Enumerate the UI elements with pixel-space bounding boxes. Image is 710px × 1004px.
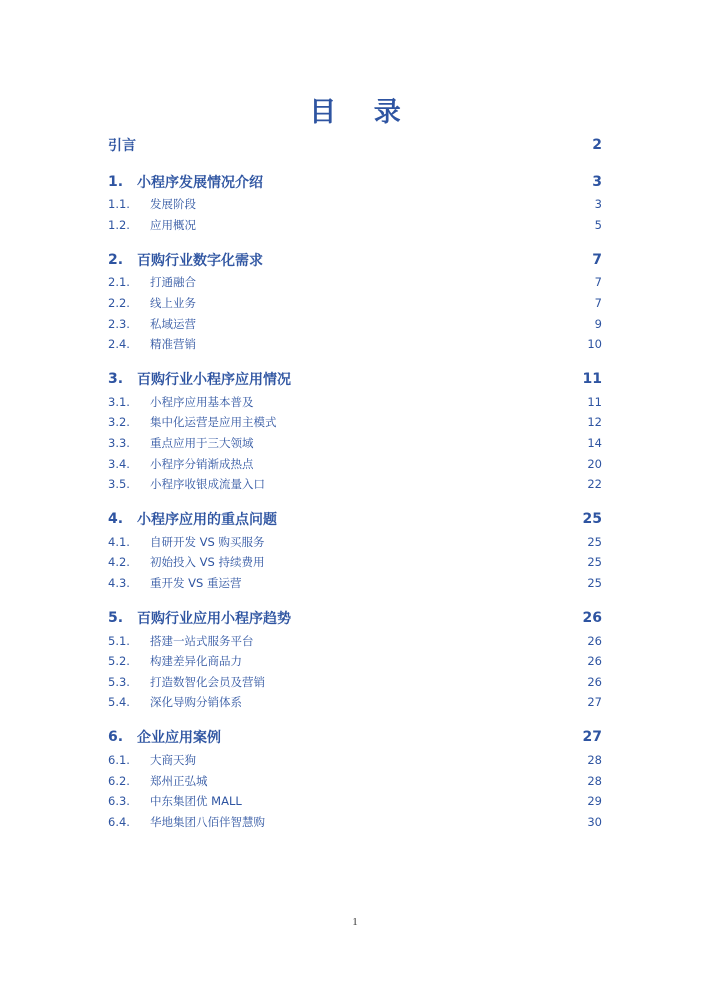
- toc-subsection-label: 发展阶段: [150, 197, 196, 212]
- toc-chapter-number: 3.: [108, 371, 124, 388]
- toc-subsection-entry[interactable]: [108, 474, 602, 495]
- toc-subsection-label: 搭建一站式服务平台: [150, 633, 254, 648]
- toc-subsection-page: 7: [594, 275, 602, 290]
- toc-subsection-entry[interactable]: [108, 573, 602, 594]
- toc-subsection-label: 精准营销: [150, 337, 196, 352]
- toc-entry-text: [108, 394, 254, 410]
- table-of-contents: [108, 132, 602, 844]
- toc-subsection-page: 26: [587, 654, 602, 669]
- toc-chapter-entry[interactable]: [108, 605, 602, 630]
- toc-entry-text: [108, 316, 196, 332]
- toc-subsection-page: 3: [594, 197, 602, 212]
- toc-subsection-number: 3.2.: [108, 415, 130, 430]
- toc-subsection-number: 3.5.: [108, 477, 130, 492]
- toc-entry-text: [108, 250, 263, 270]
- toc-subsection-page: 7: [594, 296, 602, 311]
- toc-subsection-entry[interactable]: [108, 392, 602, 413]
- toc-section: [108, 507, 602, 594]
- toc-subsection-page: 11: [587, 394, 602, 409]
- toc-subsection-entry[interactable]: [108, 433, 602, 454]
- toc-entry-text: [108, 534, 264, 550]
- toc-subsection-entry[interactable]: [108, 334, 602, 355]
- toc-subsection-number: 2.4.: [108, 337, 130, 352]
- toc-subsection-number: 1.1.: [108, 197, 130, 212]
- toc-subsection-page: 25: [587, 555, 602, 570]
- toc-chapter-number: 4.: [108, 511, 124, 528]
- toc-chapter-number: 5.: [108, 609, 124, 626]
- toc-subsection-label: 郑州正弘城: [150, 773, 208, 788]
- toc-chapter-label: 百购行业数字化需求: [137, 252, 263, 269]
- toc-subsection-number: 5.2.: [108, 654, 130, 669]
- toc-entry-text: [108, 793, 242, 809]
- toc-chapter-page: 11: [582, 371, 602, 388]
- toc-subsection-entry[interactable]: [108, 770, 602, 791]
- toc-entry-text: [108, 727, 221, 747]
- toc-chapter-page: 26: [582, 609, 602, 626]
- toc-entry-text: [108, 135, 136, 155]
- toc-chapter-label: 小程序应用的重点问题: [137, 512, 277, 529]
- toc-chapter-page: 2: [592, 136, 602, 153]
- toc-entry-text: [108, 575, 241, 591]
- toc-subsection-number: 4.2.: [108, 555, 130, 570]
- toc-subsection-number: 2.1.: [108, 275, 130, 290]
- toc-entry-text: [108, 217, 196, 233]
- toc-chapter-entry[interactable]: [108, 725, 602, 750]
- toc-subsection-label: 深化导购分销体系: [150, 695, 242, 710]
- toc-chapter-number: 2.: [108, 251, 124, 268]
- toc-entry-text: [108, 554, 264, 570]
- toc-chapter-label: 小程序发展情况介绍: [137, 174, 263, 191]
- toc-subsection-entry[interactable]: [108, 293, 602, 314]
- toc-subsection-label: 私域运营: [150, 316, 196, 331]
- toc-subsection-number: 1.2.: [108, 217, 130, 232]
- toc-chapter-number: 6.: [108, 729, 124, 746]
- toc-section: [108, 247, 602, 354]
- toc-section: [108, 367, 602, 495]
- toc-subsection-number: 3.1.: [108, 394, 130, 409]
- toc-entry-text: [108, 674, 265, 690]
- toc-subsection-page: 25: [587, 576, 602, 591]
- toc-subsection-entry[interactable]: [108, 215, 602, 236]
- toc-subsection-page: 10: [587, 337, 602, 352]
- toc-entry-text: [108, 633, 254, 649]
- toc-subsection-entry[interactable]: [108, 630, 602, 651]
- toc-entry-text: [108, 336, 196, 352]
- toc-chapter-entry[interactable]: [108, 367, 602, 392]
- toc-subsection-number: 2.3.: [108, 316, 130, 331]
- toc-subsection-entry[interactable]: [108, 672, 602, 693]
- toc-subsection-label: 华地集团八佰伴智慧购: [150, 814, 265, 829]
- toc-chapter-entry[interactable]: [108, 169, 602, 194]
- toc-subsection-page: 20: [587, 456, 602, 471]
- toc-chapter-page: 7: [592, 251, 602, 268]
- toc-subsection-label: 初始投入 VS 持续费用: [150, 555, 265, 570]
- toc-subsection-number: 5.1.: [108, 633, 130, 648]
- toc-entry-text: [108, 608, 291, 628]
- toc-subsection-entry[interactable]: [108, 272, 602, 293]
- toc-subsection-number: 6.2.: [108, 773, 130, 788]
- toc-subsection-page: 14: [587, 436, 602, 451]
- toc-subsection-entry[interactable]: [108, 791, 602, 812]
- toc-subsection-number: 3.4.: [108, 456, 130, 471]
- toc-subsection-number: 2.2.: [108, 296, 130, 311]
- toc-entry-text: [108, 476, 265, 492]
- toc-subsection-entry[interactable]: [108, 811, 602, 832]
- toc-section: [108, 725, 602, 832]
- toc-subsection-entry[interactable]: [108, 412, 602, 433]
- toc-subsection-number: 6.3.: [108, 794, 130, 809]
- toc-entry-text: [108, 653, 242, 669]
- page-number: 1: [352, 916, 358, 928]
- toc-subsection-number: 4.1.: [108, 534, 130, 549]
- toc-subsection-page: 9: [594, 316, 602, 331]
- toc-subsection-number: 4.3.: [108, 576, 130, 591]
- toc-subsection-page: 5: [594, 217, 602, 232]
- toc-subsection-number: 6.1.: [108, 752, 130, 767]
- toc-entry-text: [108, 369, 291, 389]
- toc-chapter-label: 引言: [108, 137, 136, 154]
- toc-subsection-label: 重点应用于三大领域: [150, 436, 254, 451]
- toc-subsection-page: 26: [587, 674, 602, 689]
- toc-entry-text: [108, 773, 208, 789]
- toc-subsection-page: 27: [587, 695, 602, 710]
- toc-subsection-page: 28: [587, 773, 602, 788]
- toc-entry-text: [108, 456, 254, 472]
- toc-subsection-number: 5.3.: [108, 674, 130, 689]
- toc-subsection-page: 30: [587, 814, 602, 829]
- toc-entry-text: [108, 274, 196, 290]
- toc-subsection-page: 12: [587, 415, 602, 430]
- toc-chapter-entry[interactable]: [108, 132, 602, 157]
- toc-entry-text: [108, 752, 196, 768]
- toc-title: 目 录: [309, 97, 415, 128]
- toc-subsection-label: 小程序应用基本普及: [150, 394, 254, 409]
- toc-subsection-entry[interactable]: [108, 692, 602, 713]
- toc-subsection-entry[interactable]: [108, 313, 602, 334]
- toc-subsection-label: 集中化运营是应用主模式: [150, 415, 277, 430]
- toc-entry-text: [108, 814, 265, 830]
- toc-entry-text: [108, 196, 196, 212]
- toc-subsection-page: 29: [587, 794, 602, 809]
- toc-subsection-label: 小程序收银成流量入口: [150, 477, 265, 492]
- toc-chapter-page: 3: [592, 173, 602, 190]
- toc-subsection-entry[interactable]: [108, 552, 602, 573]
- toc-chapter-entry[interactable]: [108, 507, 602, 532]
- toc-chapter-number: 1.: [108, 173, 124, 190]
- toc-subsection-number: 6.4.: [108, 814, 130, 829]
- toc-section: [108, 169, 602, 235]
- toc-entry-text: [108, 509, 277, 529]
- toc-subsection-entry[interactable]: [108, 750, 602, 771]
- toc-subsection-label: 打通融合: [150, 275, 196, 290]
- toc-subsection-entry[interactable]: [108, 194, 602, 215]
- toc-subsection-label: 小程序分销渐成热点: [150, 456, 254, 471]
- toc-section: [108, 605, 602, 712]
- toc-subsection-label: 打造数智化会员及营销: [150, 674, 265, 689]
- toc-subsection-entry[interactable]: [108, 651, 602, 672]
- toc-chapter-page: 27: [582, 729, 602, 746]
- toc-subsection-label: 重开发 VS 重运营: [150, 576, 242, 591]
- toc-section: [108, 132, 602, 157]
- toc-entry-text: [108, 435, 254, 451]
- toc-entry-text: [108, 295, 196, 311]
- toc-subsection-label: 大商天狗: [150, 752, 196, 767]
- toc-subsection-page: 28: [587, 752, 602, 767]
- toc-subsection-page: 26: [587, 633, 602, 648]
- toc-entry-text: [108, 414, 277, 430]
- toc-chapter-entry[interactable]: [108, 247, 602, 272]
- toc-subsection-label: 构建差异化商品力: [150, 654, 242, 669]
- toc-subsection-page: 22: [587, 477, 602, 492]
- toc-subsection-entry[interactable]: [108, 453, 602, 474]
- toc-subsection-label: 应用概况: [150, 217, 196, 232]
- toc-subsection-number: 3.3.: [108, 436, 130, 451]
- toc-subsection-label: 自研开发 VS 购买服务: [150, 534, 265, 549]
- toc-chapter-page: 25: [582, 511, 602, 528]
- toc-entry-text: [108, 172, 263, 192]
- toc-chapter-label: 企业应用案例: [137, 730, 221, 747]
- toc-subsection-page: 25: [587, 534, 602, 549]
- toc-subsection-label: 线上业务: [150, 296, 196, 311]
- toc-subsection-number: 5.4.: [108, 695, 130, 710]
- toc-entry-text: [108, 694, 242, 710]
- toc-chapter-label: 百购行业小程序应用情况: [137, 372, 291, 389]
- toc-subsection-entry[interactable]: [108, 532, 602, 553]
- toc-subsection-label: 中东集团优 MALL: [150, 794, 242, 809]
- toc-chapter-label: 百购行业应用小程序趋势: [137, 610, 291, 627]
